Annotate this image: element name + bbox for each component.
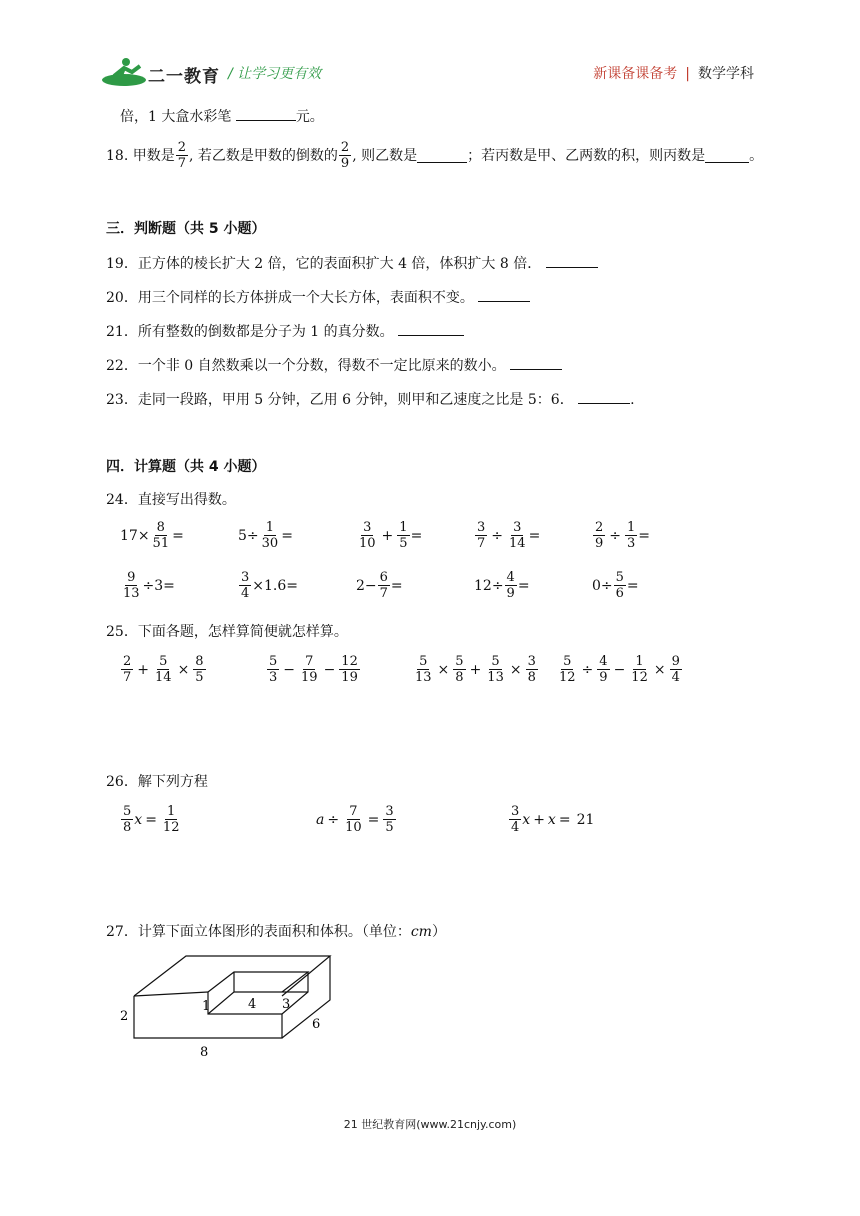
math-expression [474, 520, 540, 551]
numerator: 3 [363, 520, 372, 535]
denominator: 5 [385, 820, 394, 835]
fraction [509, 804, 521, 835]
operator: + [137, 661, 150, 678]
fraction [397, 520, 409, 551]
question-26: 26．解下列方程 [106, 774, 208, 790]
operator: ÷ [491, 527, 504, 544]
numerator: 5 [159, 654, 168, 669]
operator: × [177, 661, 190, 678]
numerator: 7 [349, 804, 358, 819]
numerator: 12 [341, 654, 358, 669]
operator: 21 [576, 811, 595, 828]
denominator: 51 [152, 536, 170, 551]
numerator: 2 [340, 140, 350, 155]
q18-part5: 。 [749, 147, 764, 164]
numerator: 2 [177, 140, 186, 155]
q21-text: 21．所有整数的倒数都是分子为 1 的真分数。 [106, 324, 394, 340]
denominator: 9 [506, 586, 515, 601]
section-title: 四．计算题（共 4 小题） [106, 459, 266, 475]
math-expression [474, 570, 530, 601]
solid-figure-diagram [116, 952, 352, 1062]
math-expression [238, 520, 293, 551]
q18-part2: , 若乙数是甲数的倒数的 [189, 147, 338, 164]
operator: = [367, 811, 380, 828]
denominator: 19 [301, 670, 318, 685]
fraction [593, 520, 605, 551]
fraction [526, 654, 538, 685]
fraction [670, 654, 682, 685]
expr-text: = [172, 527, 184, 544]
operator: × [437, 661, 450, 678]
label-8: 8 [200, 1045, 209, 1060]
numerator: 2 [595, 520, 604, 535]
fraction [153, 654, 174, 685]
math-expression [266, 654, 361, 685]
numerator: 9 [127, 570, 136, 585]
denominator: 9 [599, 670, 608, 685]
answer-blank[interactable] [478, 287, 530, 302]
fraction [485, 654, 506, 685]
denominator: 4 [671, 670, 680, 685]
numerator: 2 [123, 654, 132, 669]
operator: + [381, 527, 394, 544]
math-expression [120, 570, 175, 601]
answer-blank[interactable] [578, 389, 630, 404]
numerator: 4 [599, 654, 608, 669]
denominator: 9 [340, 156, 350, 171]
header-subject [593, 63, 754, 83]
equation [120, 804, 182, 835]
slogan: / 让学习更有效 [228, 66, 322, 82]
fraction [121, 570, 142, 601]
header-separator: | [685, 66, 690, 82]
math-expression [412, 654, 539, 685]
numerator: 1 [399, 520, 408, 535]
expr-text: 2− [356, 577, 377, 594]
fraction [260, 520, 281, 551]
expr-text: = [626, 577, 639, 594]
header-course-label: 新课备课备考 [593, 66, 678, 82]
fraction [339, 654, 360, 685]
q24-row-1 [120, 520, 760, 562]
denominator: 5 [195, 670, 204, 685]
numerator: 9 [671, 654, 680, 669]
denominator: 8 [123, 820, 132, 835]
operator: + [469, 661, 482, 678]
expr-text: 12÷ [474, 577, 504, 594]
section-title: 三．判断题（共 5 小题） [106, 221, 266, 237]
variable: x [522, 811, 531, 828]
numerator: 5 [615, 570, 624, 585]
fraction [299, 654, 320, 685]
denominator: 8 [455, 670, 464, 685]
q22-text: 22．一个非 0 自然数乘以一个分数，得数不一定比原来的数小。 [106, 358, 506, 374]
answer-blank[interactable] [546, 253, 598, 268]
numerator: 4 [506, 570, 515, 585]
expr-text: 17× [120, 527, 150, 544]
fraction [557, 654, 578, 685]
numerator: 6 [379, 570, 388, 585]
fraction [507, 520, 528, 551]
operator: × [653, 661, 666, 678]
denominator: 12 [559, 670, 576, 685]
answer-blank[interactable] [510, 355, 562, 370]
q24-row-2 [120, 570, 760, 612]
math-expression [356, 520, 422, 551]
numerator: 8 [195, 654, 204, 669]
expr-text: 5÷ [238, 527, 259, 544]
q26-equations [120, 804, 760, 846]
denominator: 12 [631, 670, 648, 685]
fraction [413, 654, 434, 685]
fraction [357, 520, 378, 551]
label-6: 6 [312, 1017, 321, 1032]
footer: 21 世纪教育网(www.21cnjy.com) [343, 1118, 517, 1131]
denominator: 13 [415, 670, 432, 685]
operator: − [613, 661, 626, 678]
fraction [597, 654, 609, 685]
label-2: 2 [120, 1009, 129, 1024]
operator: × [509, 661, 522, 678]
math-expression [356, 570, 403, 601]
denominator: 3 [269, 670, 278, 685]
operator: ÷ [581, 661, 594, 678]
math-expression [238, 570, 298, 601]
math-expression [120, 520, 184, 551]
expr-text: = [281, 527, 293, 544]
denominator: 7 [177, 156, 186, 171]
q27-end: ） [431, 924, 446, 940]
denominator: 30 [261, 536, 279, 551]
operator: ÷ [609, 527, 622, 544]
question-19 [106, 253, 598, 274]
numerator: 5 [455, 654, 464, 669]
operator: ÷ [327, 811, 340, 828]
fraction [505, 570, 517, 601]
numerator: 8 [156, 520, 165, 535]
q18-part4: ；若丙数是甲、乙两数的积，则丙数是 [467, 147, 706, 164]
numerator: 3 [477, 520, 486, 535]
expr-text: = [528, 527, 541, 544]
fraction [121, 654, 133, 685]
denominator: 7 [477, 536, 486, 551]
question-20 [106, 287, 530, 308]
q27-unit: cm [410, 924, 432, 940]
question-21 [106, 321, 464, 342]
numerator: 3 [513, 520, 522, 535]
q19-text: 19．正方体的棱长扩大 2 倍，它的表面积扩大 4 倍，体积扩大 8 倍． [106, 256, 542, 272]
denominator: 5 [399, 536, 408, 551]
numerator: 3 [385, 804, 394, 819]
numerator: 3 [511, 804, 520, 819]
label-1: 1 [202, 999, 211, 1014]
numerator: 5 [269, 654, 278, 669]
operator: = [558, 811, 571, 828]
fraction [383, 804, 395, 835]
fraction [151, 520, 172, 551]
denominator: 13 [487, 670, 504, 685]
brand-name: 二一教育 [148, 67, 220, 87]
answer-blank[interactable] [398, 321, 464, 336]
denominator: 9 [595, 536, 604, 551]
expr-text: ÷3= [142, 577, 175, 594]
fraction [121, 804, 133, 835]
fraction [176, 140, 188, 171]
denominator: 7 [123, 670, 132, 685]
equation [316, 804, 397, 835]
numerator: 1 [627, 520, 636, 535]
variable: x [134, 811, 143, 828]
q17-unit: 元。 [295, 109, 324, 125]
expr-text: = [638, 527, 651, 544]
operator: = [145, 811, 157, 828]
expr-text: 0÷ [592, 577, 613, 594]
denominator: 4 [241, 586, 250, 601]
fraction [161, 804, 182, 835]
denominator: 10 [359, 536, 376, 551]
top-outline [134, 956, 330, 996]
denominator: 8 [527, 670, 536, 685]
q23-text: 23．走同一段路，甲用 5 分钟，乙用 6 分钟，则甲和乙速度之比是 5：6． [106, 392, 574, 408]
variable: x [547, 811, 556, 828]
question-25: 25．下面各题，怎样算简便就怎样算。 [106, 624, 348, 640]
math-expression [592, 520, 650, 551]
q18-part3: , 则乙数是 [352, 147, 418, 164]
answer-blank[interactable] [417, 148, 467, 163]
operator: − [323, 661, 336, 678]
numerator: 7 [305, 654, 314, 669]
answer-blank[interactable] [236, 106, 296, 121]
fraction [453, 654, 465, 685]
q27-text: 27．计算下面立体图形的表面积和体积。（单位： [106, 924, 411, 940]
fraction [625, 520, 637, 551]
label-3: 3 [282, 997, 291, 1012]
question-22 [106, 355, 562, 376]
header-subject-label: 数学学科 [698, 66, 754, 82]
fraction [614, 570, 626, 601]
expr-text: = [390, 577, 403, 594]
numerator: 3 [527, 654, 536, 669]
fraction [339, 140, 351, 171]
q17-tail-text: 倍，1 大盒水彩笔 [120, 109, 232, 125]
fraction [629, 654, 650, 685]
question-23 [106, 389, 635, 410]
denominator: 3 [627, 536, 636, 551]
label-4: 4 [248, 997, 257, 1012]
fraction [475, 520, 487, 551]
denominator: 14 [509, 536, 526, 551]
operator: + [533, 811, 545, 828]
question-27 [106, 922, 446, 942]
expr-text: ×1.6= [252, 577, 299, 594]
fraction [343, 804, 364, 835]
denominator: 14 [155, 670, 172, 685]
equation [508, 804, 597, 835]
numerator: 3 [241, 570, 250, 585]
q20-text: 20．用三个同样的长方体拼成一个大长方体，表面积不变。 [106, 290, 474, 306]
q18-part1: 18. 甲数是 [106, 147, 175, 164]
q25-expressions [120, 654, 760, 696]
expr-text: = [517, 577, 530, 594]
fraction [378, 570, 390, 601]
fraction [267, 654, 279, 685]
denominator: 19 [341, 670, 358, 685]
numerator: 5 [419, 654, 428, 669]
fraction [239, 570, 251, 601]
q17-tail [120, 106, 324, 127]
question-24: 24．直接写出得数。 [106, 492, 236, 508]
denominator: 4 [511, 820, 520, 835]
variable: a [316, 811, 325, 828]
numerator: 1 [167, 804, 176, 819]
q23-end: . [630, 392, 635, 408]
math-expression [592, 570, 639, 601]
math-expression [120, 654, 207, 685]
numerator: 5 [491, 654, 500, 669]
denominator: 10 [345, 820, 362, 835]
fraction [193, 654, 205, 685]
question-18 [106, 140, 763, 171]
answer-blank[interactable] [705, 148, 749, 163]
denominator: 6 [615, 586, 624, 601]
denominator: 13 [123, 586, 140, 601]
numerator: 5 [563, 654, 572, 669]
numerator: 1 [265, 520, 275, 535]
math-expression [556, 654, 683, 685]
numerator: 5 [123, 804, 132, 819]
denominator: 7 [379, 586, 388, 601]
numerator: 1 [635, 654, 644, 669]
expr-text: = [410, 527, 423, 544]
operator: − [283, 661, 296, 678]
denominator: 12 [162, 820, 180, 835]
